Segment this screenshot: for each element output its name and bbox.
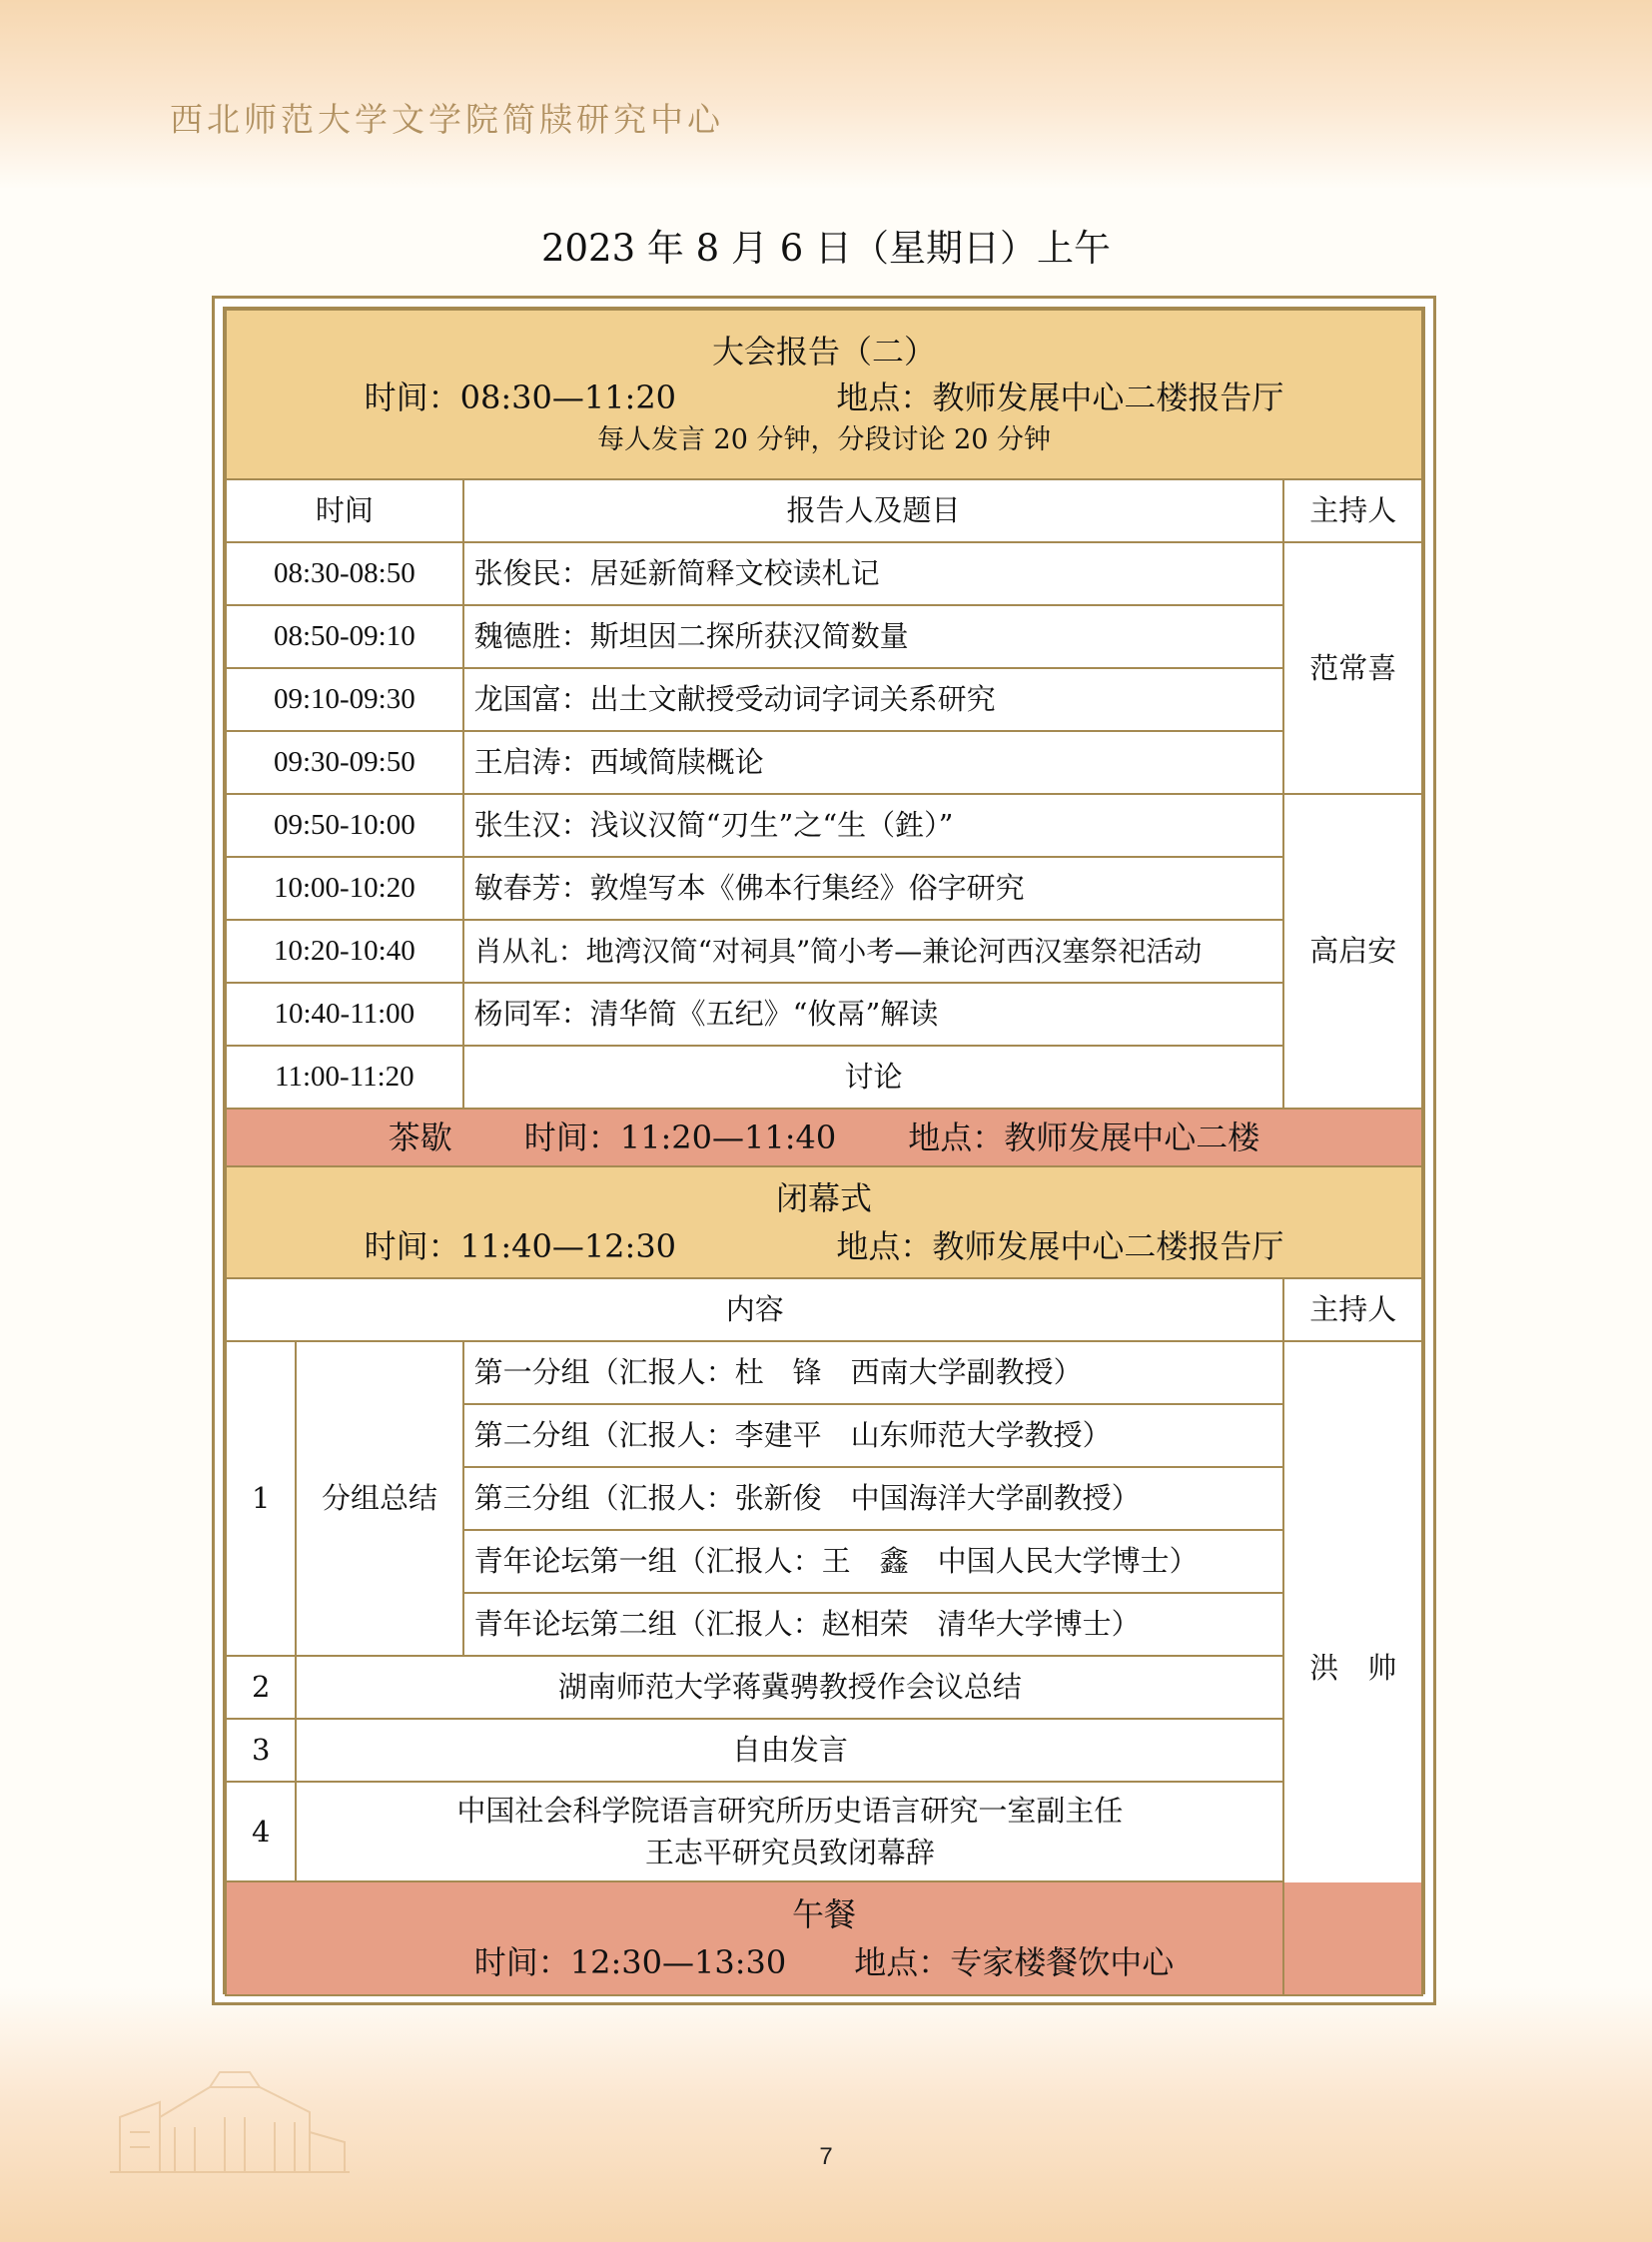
slot-topic: 肖从礼：地湾汉简“对祠具”简小考—兼论河西汉塞祭祀活动 xyxy=(463,920,1284,983)
item-number: 2 xyxy=(226,1656,296,1719)
col-header-time: 时间 xyxy=(226,479,463,542)
item-text: 自由发言 xyxy=(296,1719,1283,1782)
slot-topic: 张生汉：浅议汉简“刃生”之“生（鉎）” xyxy=(463,794,1284,857)
item-number: 4 xyxy=(226,1782,296,1881)
slot-topic: 杨同军：清华简《五纪》“攸鬲”解读 xyxy=(463,983,1284,1046)
slot-time: 08:50-09:10 xyxy=(226,605,463,668)
group-summary: 第二分组（汇报人：李建平 山东师范大学教授） xyxy=(463,1404,1284,1467)
item-number: 3 xyxy=(226,1719,296,1782)
page-title: 2023 年 8 月 6 日（星期日）上午 xyxy=(540,227,1112,270)
item4-line1: 中国社会科学院语言研究所历史语言研究一室副主任 xyxy=(456,1793,1124,1828)
session-title: 大会报告（二） xyxy=(711,333,936,372)
lunch-header xyxy=(226,1881,1422,1995)
org-header: 西北师范大学文学院简牍研究中心 xyxy=(170,100,724,139)
closing-time: 时间：11:40—12:30 xyxy=(364,1227,677,1265)
col-header-host: 主持人 xyxy=(1283,1278,1422,1341)
group-summary: 青年论坛第一组（汇报人：王 鑫 中国人民大学博士） xyxy=(463,1530,1284,1593)
host-cell: 高启安 xyxy=(1283,794,1422,1109)
session-place: 地点：教师发展中心二楼报告厅 xyxy=(836,378,1284,417)
group-summary: 青年论坛第二组（汇报人：赵相荣 清华大学博士） xyxy=(463,1593,1284,1656)
item-label: 分组总结 xyxy=(296,1341,462,1656)
item-text: 湖南师范大学蒋冀骋教授作会议总结 xyxy=(296,1656,1283,1719)
closing-host-cell: 洪 帅 xyxy=(1283,1341,1422,1995)
slot-topic: 张俊民：居延新简释文校读札记 xyxy=(463,542,1284,605)
slot-time: 11:00-11:20 xyxy=(226,1046,463,1109)
session-time: 时间：08:30—11:20 xyxy=(364,378,677,417)
slot-time: 08:30-08:50 xyxy=(226,542,463,605)
schedule-table xyxy=(225,309,1423,1996)
slot-time: 09:30-09:50 xyxy=(226,731,463,794)
col-header-host: 主持人 xyxy=(1283,479,1422,542)
schedule-frame xyxy=(212,296,1436,2005)
col-header-topic: 报告人及题目 xyxy=(463,479,1284,542)
closing-place: 地点：教师发展中心二楼报告厅 xyxy=(836,1227,1284,1265)
slot-time: 10:40-11:00 xyxy=(226,983,463,1046)
item4-line2: 王志平研究员致闭幕辞 xyxy=(644,1836,935,1869)
host-cell: 范常喜 xyxy=(1283,542,1422,794)
slot-topic: 王启涛：西域简牍概论 xyxy=(463,731,1284,794)
closing-header xyxy=(226,1166,1422,1278)
group-summary: 第一分组（汇报人：杜 锋 西南大学副教授） xyxy=(463,1341,1284,1404)
slot-topic: 魏德胜：斯坦因二探所获汉简数量 xyxy=(463,605,1284,668)
slot-time: 10:20-10:40 xyxy=(226,920,463,983)
lunch-time: 时间：12:30—13:30 xyxy=(473,1943,787,1981)
session-header xyxy=(226,310,1422,479)
page-number: 7 xyxy=(819,2143,833,2170)
slot-topic: 敏春芳：敦煌写本《佛本行集经》俗字研究 xyxy=(463,857,1284,920)
session-note: 每人发言 20 分钟，分段讨论 20 分钟 xyxy=(596,424,1052,456)
lunch-place: 地点：专家楼餐饮中心 xyxy=(854,1943,1175,1981)
closing-title: 闭幕式 xyxy=(775,1179,872,1217)
tea-place: 地点：教师发展中心二楼 xyxy=(908,1119,1260,1156)
tea-label: 茶歇 xyxy=(388,1119,452,1156)
col-header-content: 内容 xyxy=(226,1278,1283,1341)
slot-time: 10:00-10:20 xyxy=(226,857,463,920)
item-number: 1 xyxy=(226,1341,296,1656)
slot-topic: 讨论 xyxy=(463,1046,1284,1109)
slot-time: 09:10-09:30 xyxy=(226,668,463,731)
tea-break-bar xyxy=(226,1109,1422,1166)
slot-topic: 龙国富：出土文献授受动词字词关系研究 xyxy=(463,668,1284,731)
slot-time: 09:50-10:00 xyxy=(226,794,463,857)
tea-time: 时间：11:20—11:40 xyxy=(523,1119,837,1156)
item-text xyxy=(296,1782,1283,1881)
group-summary: 第三分组（汇报人：张新俊 中国海洋大学副教授） xyxy=(463,1467,1284,1530)
lunch-title: 午餐 xyxy=(791,1895,856,1933)
